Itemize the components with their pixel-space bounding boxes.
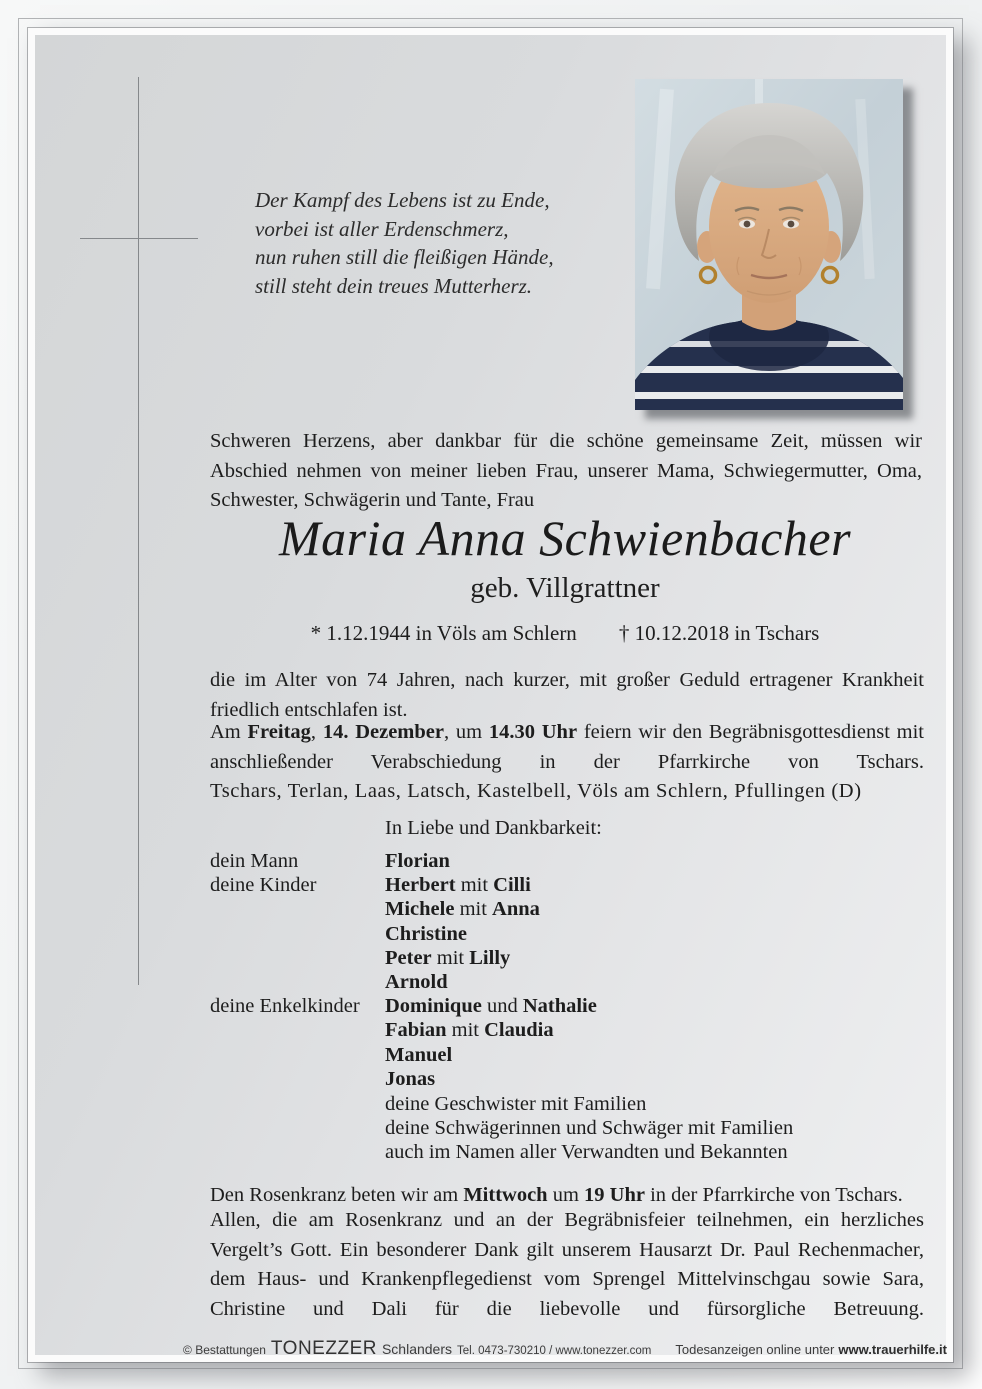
cross-horizontal-line: [80, 238, 198, 239]
closing-line: deine Schwägerinnen und Schwäger mit Familien: [385, 1117, 794, 1140]
footer-online-label: Todesanzeigen online unter: [675, 1342, 835, 1357]
family-row-names: Jonas: [385, 1067, 436, 1090]
family-row-label: [210, 1067, 385, 1091]
gratitude-heading: In Liebe und Dankbarkeit:: [385, 817, 602, 839]
portrait-illustration: [635, 79, 903, 410]
family-row-label: [210, 922, 385, 946]
towns-line: Tschars, Terlan, Laas, Latsch, Kastelbell, Völs am Schlern, Pfullingen (D): [210, 780, 862, 802]
deceased-name: Maria Anna Schwienbacher: [278, 510, 852, 566]
family-row-label: [210, 1018, 385, 1042]
family-row-names: Michele mit Anna: [385, 898, 540, 921]
life-dates: [210, 621, 920, 646]
family-row-label: [210, 897, 385, 921]
footer-copyright: © Bestattungen: [183, 1343, 266, 1357]
undertaker-footer: [155, 1338, 975, 1360]
funeral-paragraph: Am Freitag, 14. Dezember, um 14.30 Uhr feiern wir den Begräbnisgottesdienst mit anschließender Verabschiedung in der Pfarrkirche von Tschars.: [210, 721, 925, 773]
family-row-names: Florian: [385, 850, 450, 872]
obituary-card: [28, 28, 953, 1362]
family-list: [210, 849, 920, 1091]
family-row: [210, 1067, 920, 1091]
birth-date: * 1.12.1944 in Völs am Schlern: [310, 621, 577, 645]
family-row-names: Peter mit Lilly: [385, 946, 511, 969]
family-row: [210, 994, 920, 1018]
family-row-label: [210, 970, 385, 994]
family-row: [210, 922, 920, 946]
closing-line: auch im Namen aller Verwandten und Bekannten: [385, 1141, 788, 1164]
family-row-names: Fabian mit Claudia: [385, 1019, 554, 1042]
age-paragraph: die im Alter von 74 Jahren, nach kurzer, mit großer Geduld ertragener Krankheit friedlich entschlafen ist.: [210, 669, 924, 721]
poem-line: nun ruhen still die fleißigen Hände,: [255, 245, 554, 269]
footer-brand: TONEZZER: [270, 1338, 377, 1359]
cross-vertical-line: [138, 77, 139, 985]
family-row-label: [210, 1043, 385, 1067]
family-row-names: Manuel: [385, 1043, 453, 1066]
family-row: [210, 970, 920, 994]
thanks-paragraph: Allen, die am Rosenkranz und an der Begräbnisfeier teilnehmen, ein herzliches Vergelt’s Gott. Ein besonderer Dank gilt unserem Hausarzt Dr. Paul Rechenmacher, dem Haus- und Krankenpflegedienst vom Sprengel Mittelvinschgau sowie Sara, Christine und Dali für die liebevolle und fürsorgliche Betreuung.: [210, 1209, 924, 1320]
family-row: [210, 946, 920, 970]
poem-line: still steht dein treues Mutterherz.: [255, 273, 533, 298]
portrait-photo: [635, 79, 903, 410]
family-row: [210, 1043, 920, 1067]
family-row: [210, 1018, 920, 1042]
footer-contact: Tel. 0473-730210 / www.tonezzer.com: [457, 1345, 652, 1357]
memorial-poem: [255, 186, 554, 300]
poem-line: Der Kampf des Lebens ist zu Ende,: [255, 188, 550, 212]
family-row-label: deine Enkelkinder: [210, 995, 360, 1018]
closing-lines: [385, 1092, 793, 1165]
poem-line: vorbei ist aller Erdenschmerz,: [255, 216, 509, 241]
family-row-label: [210, 946, 385, 970]
family-row: [210, 849, 920, 873]
family-row-names: Arnold: [385, 971, 448, 994]
family-row-names: Dominique und Nathalie: [385, 995, 597, 1018]
family-row: [210, 873, 920, 897]
family-row-label: dein Mann: [210, 850, 299, 872]
death-date: † 10.12.2018 in Tschars: [618, 621, 820, 645]
footer-city: Schlanders: [381, 1341, 453, 1357]
rosary-paragraph: Den Rosenkranz beten wir am Mittwoch um 19 Uhr in der Pfarrkirche von Tschars.: [210, 1184, 903, 1206]
maiden-name: geb. Villgrattner: [470, 572, 660, 604]
family-row-names: Herbert mit Cilli: [385, 874, 531, 897]
family-row: [210, 897, 920, 921]
closing-line: deine Geschwister mit Familien: [385, 1093, 647, 1115]
family-row-label: deine Kinder: [210, 874, 317, 897]
family-row-names: Christine: [385, 922, 467, 945]
intro-paragraph: Schweren Herzens, aber dankbar für die schöne gemeinsame Zeit, müssen wir Abschied nehmen von meiner lieben Frau, unserer Mama, Schwiegermutter, Oma, Schwester, Schwägerin und Tante, Frau: [210, 430, 922, 511]
footer-online-url: www.trauerhilfe.it: [838, 1342, 947, 1357]
